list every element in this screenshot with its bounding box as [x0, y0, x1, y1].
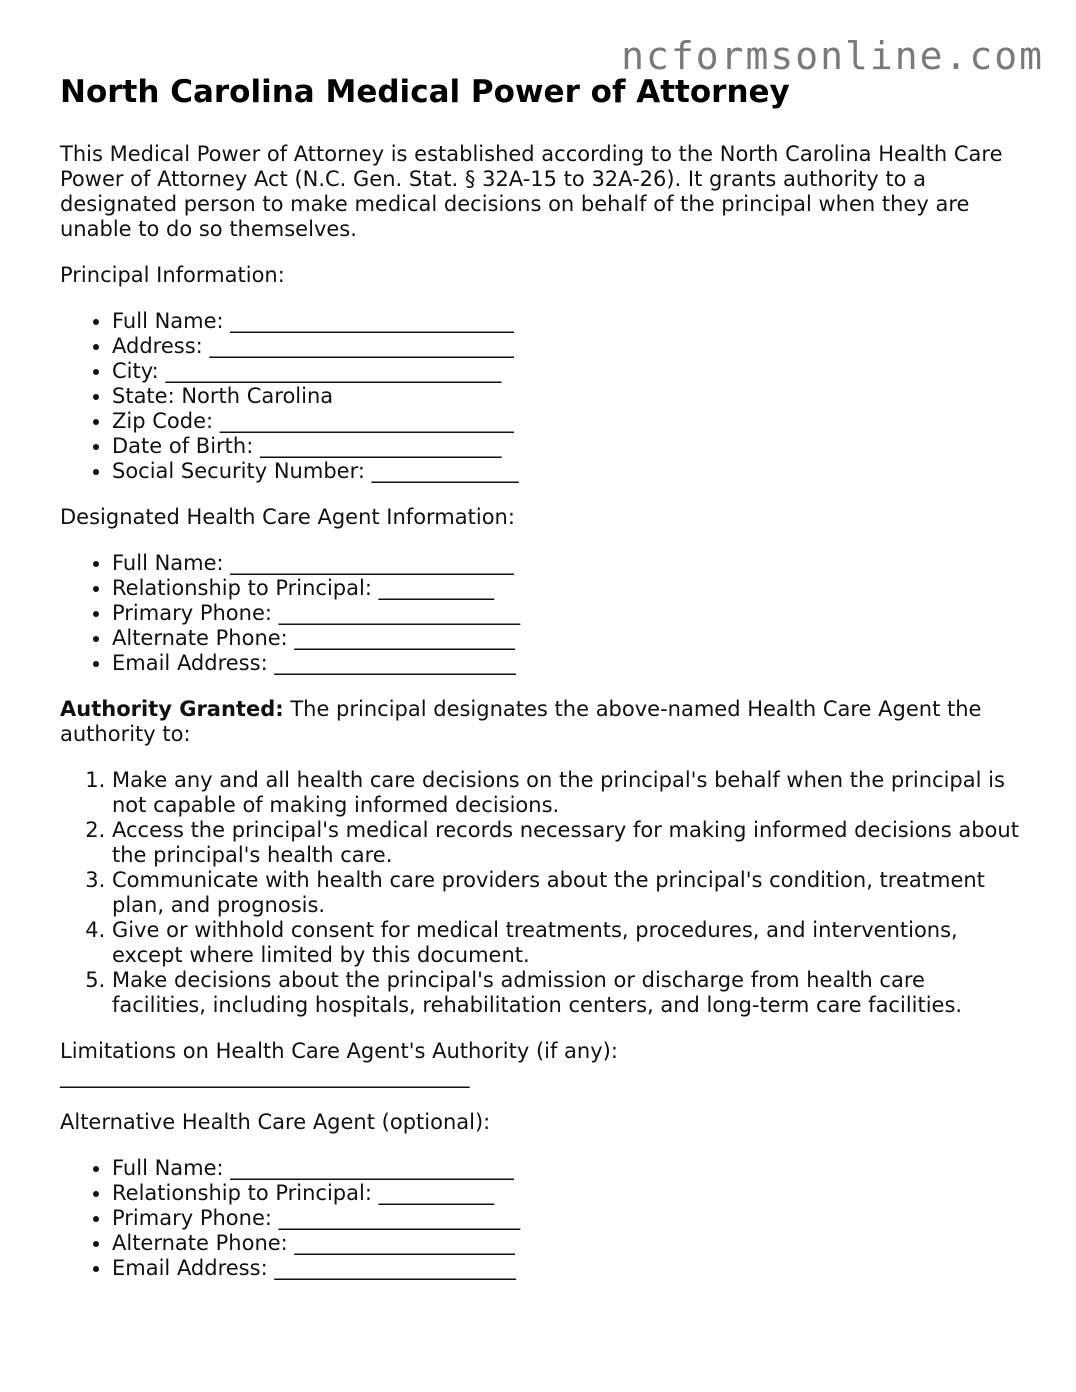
site-watermark: ncformsonline.com — [621, 34, 1044, 78]
agent-heading: Designated Health Care Agent Information: — [60, 505, 515, 529]
principal-address-field: • Address: _____________________________ — [112, 334, 1020, 359]
alternative-heading: Alternative Health Care Agent (optional): — [60, 1110, 491, 1134]
principal-fields-list — [60, 309, 1020, 484]
principal-zip-field: • Zip Code: ____________________________ — [112, 409, 1020, 434]
intro-paragraph: This Medical Power of Attorney is established according to the North Carolina Health Care Power of Attorney Act (N.C. Gen. Stat. § 32A-15 to 32A-26). It grants authority to a designated person to make medical decisions on behalf of the principal when they are unable to do so themselves. — [60, 142, 1003, 241]
page-title: North Carolina Medical Power of Attorney — [60, 74, 790, 110]
principal-state-field: • State: North Carolina — [112, 384, 1020, 409]
limitations-blank-line: _______________________________________ — [60, 1064, 470, 1088]
limitations-paragraph — [60, 1039, 1020, 1089]
alternative-full-name-field: • Full Name: ___________________________ — [112, 1156, 1020, 1181]
agent-relationship-field: • Relationship to Principal: ___________ — [112, 576, 1020, 601]
alternative-email-field: • Email Address: _______________________ — [112, 1256, 1020, 1281]
document-page — [60, 72, 1020, 1302]
agent-alternate-phone-field: • Alternate Phone: _____________________ — [112, 626, 1020, 651]
principal-ssn-field: • Social Security Number: ______________ — [112, 459, 1020, 484]
agent-email-field: • Email Address: _______________________ — [112, 651, 1020, 676]
authority-item: 3. Communicate with health care providers about the principal's condition, treatment plan, and prognosis. — [112, 868, 1020, 918]
principal-dob-field: • Date of Birth: _______________________ — [112, 434, 1020, 459]
authority-list — [60, 768, 1020, 1018]
authority-item: 5. Make decisions about the principal's admission or discharge from health care facilities, including hospitals, rehabilitation centers, and long-term care facilities. — [112, 968, 1020, 1018]
authority-item: 2. Access the principal's medical records necessary for making informed decisions about the principal's health care. — [112, 818, 1020, 868]
principal-heading: Principal Information: — [60, 263, 285, 287]
limitations-heading: Limitations on Health Care Agent's Authority (if any): — [60, 1039, 618, 1063]
authority-item: 1. Make any and all health care decisions on the principal's behalf when the principal is not capable of making informed decisions. — [112, 768, 1020, 818]
principal-full-name-field: • Full Name: ___________________________ — [112, 309, 1020, 334]
agent-primary-phone-field: • Primary Phone: _______________________ — [112, 601, 1020, 626]
authority-paragraph — [60, 697, 1020, 747]
authority-label: Authority Granted: — [60, 697, 284, 721]
authority-item: 4. Give or withhold consent for medical treatments, procedures, and interventions, except where limited by this document. — [112, 918, 1020, 968]
alternative-primary-phone-field: • Primary Phone: _______________________ — [112, 1206, 1020, 1231]
alternative-relationship-field: • Relationship to Principal: ___________ — [112, 1181, 1020, 1206]
principal-city-field: • City: ________________________________ — [112, 359, 1020, 384]
agent-fields-list — [60, 551, 1020, 676]
agent-full-name-field: • Full Name: ___________________________ — [112, 551, 1020, 576]
alternative-alternate-phone-field: • Alternate Phone: _____________________ — [112, 1231, 1020, 1256]
alternative-fields-list — [60, 1156, 1020, 1281]
authority-text: The principal designates the above-named Health Care Agent the authority to: — [60, 697, 982, 746]
